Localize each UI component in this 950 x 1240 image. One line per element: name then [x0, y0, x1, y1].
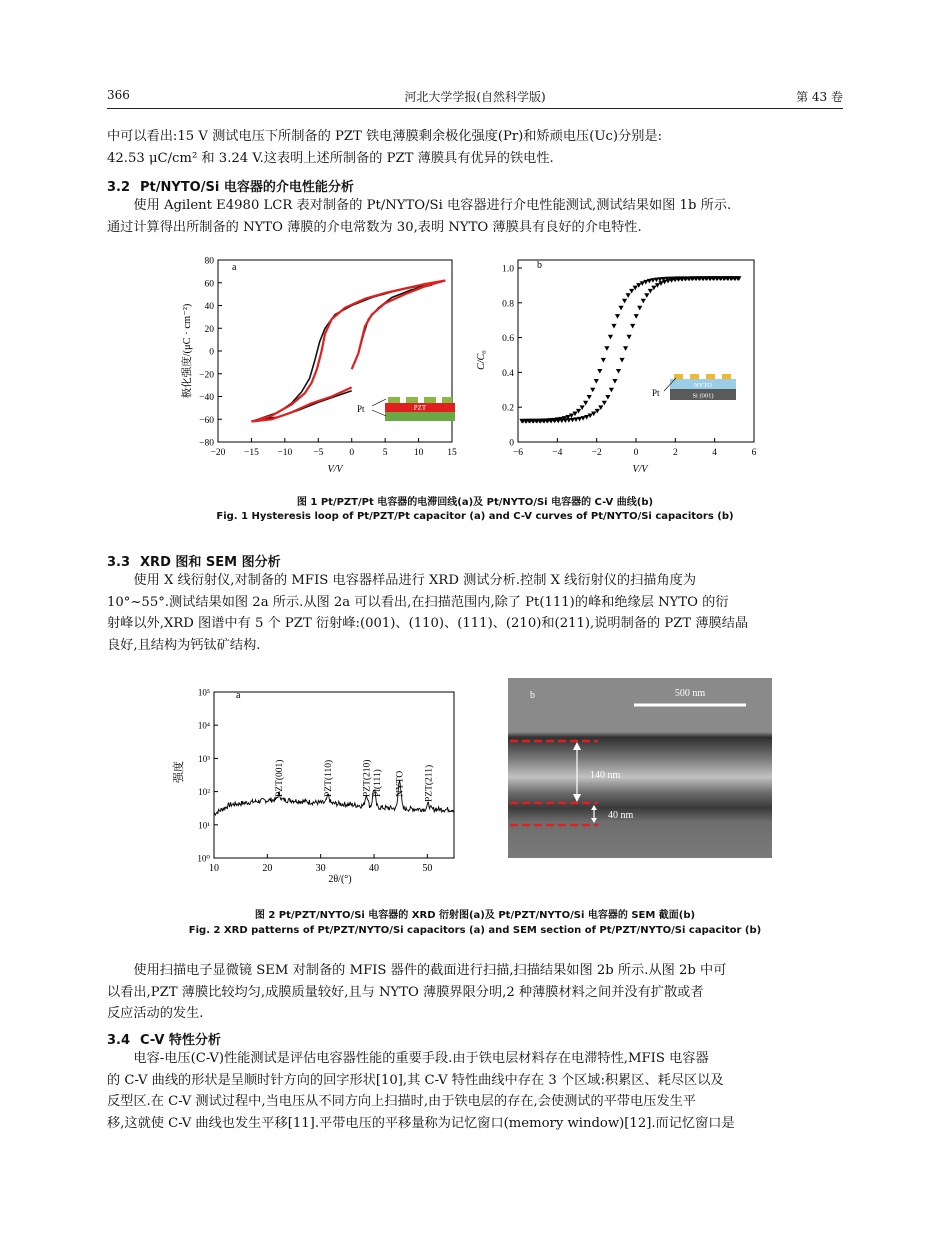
section-title: Pt/NYTO/Si 电容器的介电性能分析: [140, 180, 354, 195]
x-tick-label: −15: [243, 448, 259, 458]
y-tick-label: 10⁰: [197, 853, 210, 864]
hysteresis-series-line: [258, 285, 432, 419]
cv-data-point: [644, 293, 649, 298]
figure-1-caption-cn: 图 1 Pt/PZT/Pt 电容器的电滞回线(a)及 Pt/NYTO/Si 电容器的 C-V 曲线(b): [296, 497, 654, 508]
x-tick-label: 4: [712, 448, 718, 458]
x-tick-label: −6: [512, 448, 524, 458]
paragraph-sem: [107, 960, 843, 1025]
paragraph-xrd: [107, 570, 843, 656]
sem-thickness-140: 140 nm: [590, 770, 621, 781]
cv-data-point: [611, 324, 616, 329]
paragraph-cv: [107, 1048, 843, 1134]
section-title: XRD 图和 SEM 图分析: [140, 555, 281, 570]
x-tick-label: 40: [369, 863, 379, 874]
x-tick-label: −10: [277, 448, 293, 458]
cv-data-point: [623, 346, 628, 351]
section-number: 3.3: [107, 555, 131, 570]
panel-label-a: a: [232, 262, 237, 273]
cv-data-point: [604, 346, 609, 351]
x-axis-label: V/V: [327, 464, 343, 475]
page-header: [107, 88, 843, 108]
section-number: 3.2: [107, 180, 131, 195]
figure-1: [0, 250, 950, 480]
sec33-line1: 使用 X 线衍射仪,对制备的 MFIS 电容器样品进行 XRD 测试分析.控制 X 线衍射仪的扫描角度为: [133, 573, 697, 588]
para-sem-line2: 以看出,PZT 薄膜比较均匀,成膜质量较好,且与 NYTO 薄膜界限分明,2 种薄膜材料之间并没有扩散或者: [107, 984, 704, 1000]
x-tick-label: 0: [633, 448, 639, 458]
y-tick-label: 10¹: [198, 820, 210, 831]
y-tick-label: −60: [199, 415, 214, 426]
figure-2a-xrd: [171, 688, 454, 886]
y-tick-label: 80: [204, 256, 214, 267]
y-tick-label: 0.6: [502, 334, 514, 345]
section-number: 3.4: [107, 1033, 131, 1048]
sem-thickness-40: 40 nm: [608, 810, 634, 821]
y-tick-label: 0: [209, 347, 214, 358]
y-tick-label: 40: [204, 302, 214, 312]
inset-electrode: [690, 374, 699, 379]
cv-data-point: [594, 379, 599, 384]
y-axis-label: C/C₀: [476, 350, 487, 370]
peak-label: PZT(001): [275, 759, 286, 797]
y-ticks: [502, 265, 522, 449]
sec33-line2: 10°~55°.测试结果如图 2a 所示.从图 2a 可以看出,在扫描范围内,除了 Pt(111)的峰和绝缘层 NYTO 的衍: [107, 594, 729, 610]
page-number: 366: [107, 88, 130, 102]
y-tick-label: 0: [509, 438, 514, 449]
sec34-line1: 电容-电压(C-V)性能测试是评估电容器性能的重要手段.由于铁电层材料存在电滞特性,MFIS 电容器: [133, 1051, 709, 1066]
cv-data-point: [597, 369, 602, 374]
y-tick-label: 10⁵: [197, 687, 210, 698]
x-tick-label: 15: [447, 448, 457, 458]
x-tick-label: 5: [382, 448, 388, 458]
y-tick-label: −20: [199, 370, 214, 381]
x-tick-label: 0: [349, 448, 355, 458]
cv-data-point: [602, 401, 607, 406]
panel-label-a: a: [236, 690, 241, 701]
y-tick-label: 60: [204, 279, 214, 290]
inset-electrode: [722, 374, 731, 379]
sec34-line2: 的 C-V 曲线的形状是呈顺时针方向的回字形状[10],其 C-V 特性曲线中存在 3 个区域:积累区、耗尽区以及: [107, 1072, 724, 1088]
x-axis-label: V/V: [632, 464, 648, 475]
y-tick-label: 10³: [198, 753, 210, 764]
inset-pzt-structure: [357, 397, 455, 421]
inset-electrode: [388, 397, 400, 403]
hysteresis-series-line: [352, 281, 446, 370]
inset-nyto-label: NYTO: [694, 382, 712, 389]
inset-pointer: [372, 410, 386, 416]
header-rule: [107, 108, 843, 109]
journal-title: 河北大学学报(自然科学版): [404, 90, 546, 104]
cv-data-point: [590, 388, 595, 393]
cv-data-point: [618, 306, 623, 311]
figure-2: [0, 672, 950, 892]
peak-label: Pt(111): [373, 769, 383, 797]
paragraph-dielectric: [107, 195, 843, 238]
y-axis-label: 强度: [173, 761, 185, 783]
x-tick-label: 10: [413, 448, 424, 458]
sec32-line2: 通过计算得出所制备的 NYTO 薄膜的介电常数为 30,表明 NYTO 薄膜具有良好的介电特性.: [107, 219, 642, 235]
cv-data-point: [583, 401, 588, 406]
x-ticks: [513, 438, 757, 458]
y-tick-label: 20: [204, 324, 214, 335]
inset-pointer: [372, 399, 386, 406]
cv-data-point: [626, 293, 631, 298]
cv-data-point: [634, 314, 639, 319]
x-ticks: [211, 438, 457, 458]
cv-data-point: [608, 335, 613, 340]
sem-scale-label: 500 nm: [674, 688, 706, 699]
cv-data-point: [587, 395, 592, 400]
figure-2-caption-en: Fig. 2 XRD patterns of Pt/PZT/NYTO/Si capacitors (a) and SEM section of Pt/PZT/NYTO/Si capacitor (b): [188, 925, 762, 936]
x-tick-label: −2: [591, 448, 602, 458]
x-tick-label: 50: [422, 863, 433, 874]
cv-data-point: [616, 369, 621, 374]
figure-2-caption-cn: 图 2 Pt/PZT/NYTO/Si 电容器的 XRD 衍射图(a)及 Pt/PZT/NYTO/Si 电容器的 SEM 截面(b): [254, 910, 696, 921]
peak-label: PZT(110): [324, 759, 335, 797]
y-tick-label: 10⁴: [197, 720, 210, 731]
x-tick-label: 10: [209, 863, 219, 874]
sec33-line3: 射峰以外,XRD 图谱中有 5 个 PZT 衍射峰:(001)、(110)、(111)、(210)和(211),说明制备的 PZT 薄膜结晶: [107, 616, 749, 631]
x-axis-label: 2θ/(°): [328, 874, 352, 885]
cv-data-point: [605, 395, 610, 400]
paragraph-ferroelectric: [107, 126, 843, 169]
x-tick-label: 6: [751, 448, 757, 458]
inset-electrode: [442, 397, 452, 403]
cv-data-point: [622, 299, 627, 304]
panel-label-b: b: [530, 690, 535, 701]
cv-data-point: [601, 358, 606, 363]
section-title: C-V 特性分析: [140, 1033, 221, 1048]
x-tick-label: −20: [210, 448, 226, 458]
x-tick-label: 30: [315, 863, 326, 874]
cv-data-point: [612, 379, 617, 384]
para-sem-line1: 使用扫描电子显微镜 SEM 对制备的 MFIS 器件的截面进行扫描,扫描结果如图 2b 所示.从图 2b 中可: [133, 963, 727, 978]
y-ticks: [197, 688, 218, 864]
y-axis-label: 极化强度/(μC · cm⁻²): [182, 303, 193, 399]
x-tick-label: −5: [313, 448, 324, 458]
inset-nyto-structure: [652, 374, 736, 400]
cv-data-point: [615, 314, 620, 319]
peak-label: NYTO: [395, 770, 406, 797]
figure-1a-hysteresis: [180, 257, 457, 476]
inset-bottom-layer: [385, 412, 455, 421]
y-tick-label: 0.4: [502, 368, 514, 379]
y-ticks: [199, 257, 222, 449]
inset-electrode: [424, 397, 436, 403]
cv-data-point: [648, 289, 653, 294]
x-ticks: [209, 854, 432, 874]
y-tick-label: 10²: [198, 787, 210, 798]
cv-data-point: [619, 358, 624, 363]
peak-label: PZT(210): [362, 759, 373, 797]
y-tick-label: 0.2: [502, 403, 514, 414]
figure-1b-cv: [476, 260, 757, 475]
inset-pt-label: Pt: [652, 388, 660, 398]
cv-data-point: [630, 324, 635, 329]
cv-data-point: [629, 289, 634, 294]
section-3-4-heading: [107, 1029, 221, 1048]
section-3-2-heading: [107, 176, 354, 195]
figure-2b-sem-image: [508, 678, 772, 858]
x-tick-label: 20: [262, 863, 273, 874]
cv-data-points: [519, 276, 741, 423]
y-tick-label: −40: [199, 393, 214, 403]
volume-label: 第 43 卷: [796, 90, 843, 104]
inset-si-label: Si (001): [692, 392, 714, 400]
inset-electrode: [674, 374, 683, 379]
y-tick-label: 1.0: [502, 264, 514, 275]
sec34-line4: 移,这就使 C-V 曲线也发生平移[11].平带电压的平移量称为记忆窗口(memory window)[12].而记忆窗口是: [107, 1115, 735, 1131]
section-3-3-heading: [107, 551, 281, 570]
cv-data-point: [609, 388, 614, 393]
peak-labels: [274, 760, 434, 802]
sec32-line1: 使用 Agilent E4980 LCR 表对制备的 Pt/NYTO/Si 电容器进行介电性能测试,测试结果如图 1b 所示.: [133, 198, 732, 213]
x-tick-label: 2: [672, 448, 678, 458]
inset-pt-label: Pt: [357, 404, 365, 414]
cv-data-point: [627, 335, 632, 340]
inset-electrode: [706, 374, 715, 379]
inset-pzt-label: PZT: [413, 404, 427, 412]
inset-electrode: [406, 397, 418, 403]
para1-line2: 42.53 μC/cm² 和 3.24 V.这表明上述所制备的 PZT 薄膜具有优异的铁电性.: [107, 150, 554, 166]
para1-line1: 中可以看出:15 V 测试电压下所制备的 PZT 铁电薄膜剩余极化强度(Pr)和矫顽电压(Uc)分别是:: [107, 129, 663, 144]
cv-data-point: [637, 306, 642, 311]
panel-label-b: b: [537, 260, 542, 271]
x-tick-label: −4: [552, 448, 563, 458]
y-tick-label: −80: [199, 438, 214, 449]
cv-data-point: [641, 299, 646, 304]
peak-label: PZT(211): [424, 764, 435, 802]
figure-1-caption-en: Fig. 1 Hysteresis loop of Pt/PZT/Pt capacitor (a) and C-V curves of Pt/NYTO/Si capacitors (b): [216, 511, 734, 522]
y-tick-label: 0.8: [502, 299, 514, 310]
sec33-line4: 良好,且结构为钙钛矿结构.: [107, 637, 261, 653]
para-sem-line3: 反应活动的发生.: [107, 1006, 204, 1021]
sec34-line3: 反型区.在 C-V 测试过程中,当电压从不同方向上扫描时,由于铁电层的存在,会使测试的平带电压发生平: [107, 1094, 696, 1109]
